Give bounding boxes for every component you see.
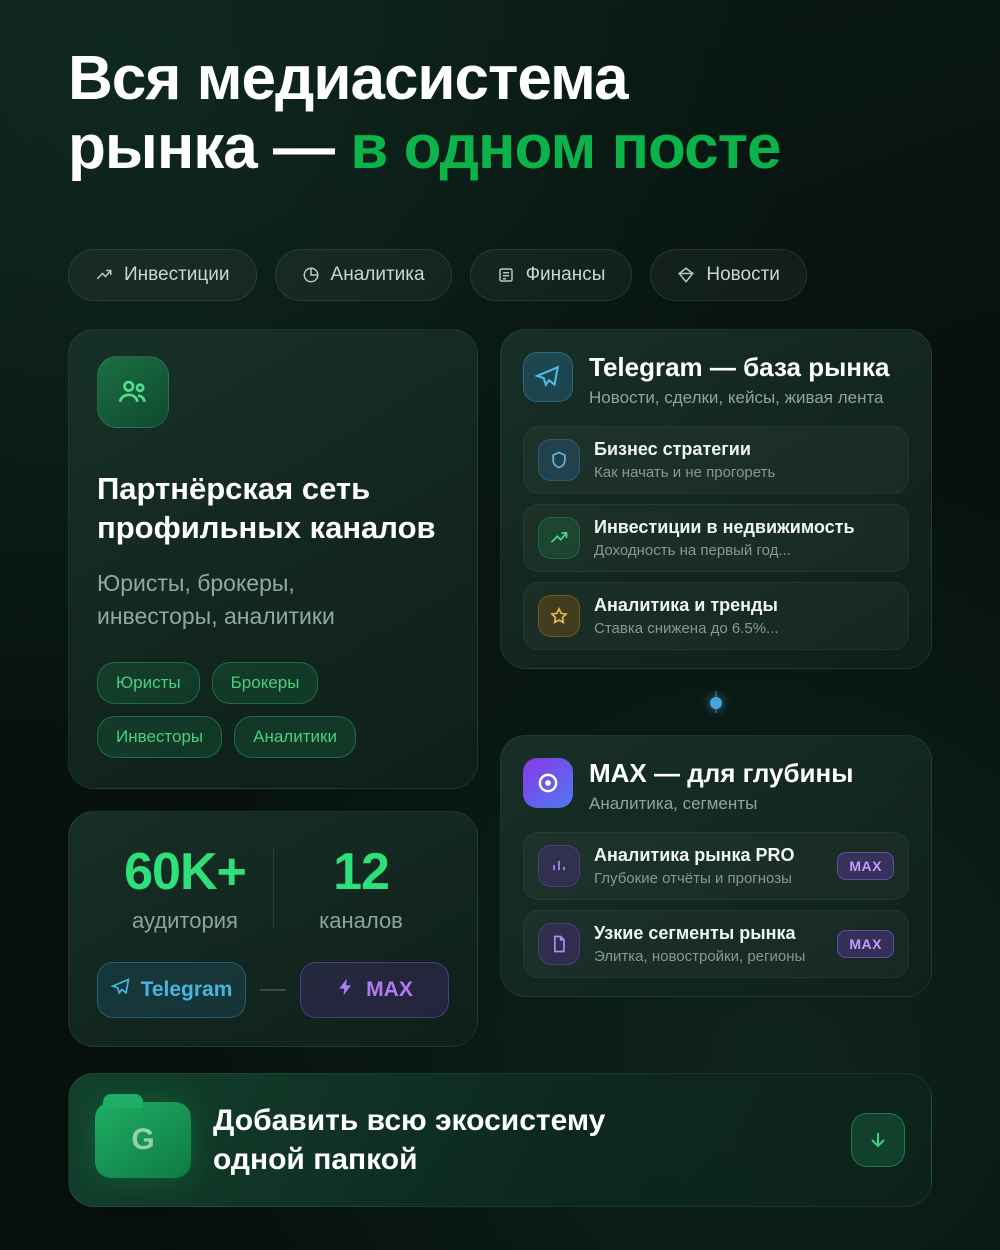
chip-news[interactable]	[650, 249, 807, 301]
list-item[interactable]	[523, 582, 909, 650]
chip-investments[interactable]	[68, 249, 257, 301]
item-subtitle: Элитка, новостройки, регионы	[594, 947, 806, 965]
left-column	[68, 329, 478, 1047]
chip-label: Финансы	[525, 263, 606, 285]
item-title: Инвестиции в недвижимость	[594, 516, 855, 537]
cta-line-1: Добавить всю экосистему	[213, 1103, 606, 1137]
partner-title-line-2: профильных каналов	[97, 509, 436, 545]
item-title: Аналитика рынка PRO	[594, 844, 795, 865]
category-chips	[68, 249, 932, 301]
item-subtitle: Доходность на первый год...	[594, 541, 791, 559]
stat-audience	[97, 842, 273, 934]
chip-label: Аналитика	[330, 263, 425, 285]
partner-title-line-1: Партнёрская сеть	[97, 470, 371, 506]
max-pill-label: MAX	[366, 977, 413, 1001]
partner-subtitle	[97, 567, 449, 631]
stat-label: каналов	[319, 907, 403, 933]
tag-investors[interactable]: Инвесторы	[97, 716, 222, 758]
diamond-icon	[677, 266, 695, 284]
chip-finance[interactable]	[470, 249, 633, 301]
telegram-card	[500, 329, 932, 669]
telegram-icon	[523, 352, 573, 402]
telegram-pill-label: Telegram	[140, 977, 233, 1001]
stat-value: 12	[333, 842, 389, 901]
item-subtitle: Как начать и не прогореть	[594, 463, 776, 481]
max-subtitle: Аналитика, сегменты	[589, 793, 758, 813]
telegram-item-list	[523, 426, 909, 650]
tag-analysts[interactable]: Аналитики	[234, 716, 356, 758]
partner-title	[97, 470, 449, 548]
bar-chart-icon	[538, 845, 580, 887]
folder-icon	[95, 1102, 191, 1178]
content-grid	[68, 329, 932, 1047]
headline-line-2-white: рынка	[68, 113, 257, 183]
item-title: Бизнес стратегии	[594, 438, 751, 459]
max-card-header	[523, 758, 909, 814]
telegram-title: Telegram — база рынка	[589, 351, 890, 382]
chip-analytics[interactable]	[275, 249, 452, 301]
connector-dot	[710, 697, 722, 709]
bolt-icon	[336, 977, 356, 1003]
item-subtitle: Глубокие отчёты и прогнозы	[594, 869, 792, 887]
headline-line-2-accent: в одном посте	[350, 113, 781, 183]
cta-line-2: одной папкой	[213, 1142, 418, 1176]
headline-dash: —	[273, 113, 335, 183]
folder-letter: G	[131, 1122, 155, 1156]
stat-channels	[273, 842, 449, 934]
title-underline	[68, 209, 204, 215]
stat-value: 60K+	[124, 842, 246, 901]
download-arrow-icon[interactable]	[851, 1113, 905, 1167]
partner-subtitle-line-2: инвесторы, аналитики	[97, 602, 335, 629]
max-item-list	[523, 832, 909, 978]
chip-label: Новости	[706, 263, 780, 285]
max-card	[500, 735, 932, 997]
partner-network-card	[68, 329, 478, 789]
partner-tags	[97, 662, 449, 758]
platform-pills	[97, 962, 449, 1018]
item-subtitle: Ставка снижена до 6.5%...	[594, 619, 779, 637]
list-item[interactable]	[523, 426, 909, 494]
headline-line-1: Вся медиасистема	[68, 44, 628, 113]
card-connector	[500, 691, 932, 713]
chip-label: Инвестиции	[124, 263, 230, 285]
telegram-pill[interactable]	[97, 962, 246, 1018]
people-icon	[97, 356, 169, 428]
stats-row	[97, 842, 449, 934]
pie-chart-icon	[302, 266, 320, 284]
tag-brokers[interactable]: Брокеры	[212, 662, 319, 704]
list-item[interactable]	[523, 504, 909, 572]
pill-separator	[260, 989, 286, 991]
stats-card	[68, 811, 478, 1047]
cta-text	[213, 1101, 829, 1179]
telegram-icon	[111, 977, 131, 1003]
trending-up-icon	[538, 517, 580, 559]
partner-subtitle-line-1: Юристы, брокеры,	[97, 570, 295, 597]
max-logo-icon	[523, 758, 573, 808]
tag-lawyers[interactable]: Юристы	[97, 662, 200, 704]
document-icon	[538, 923, 580, 965]
item-title: Узкие сегменты рынка	[594, 922, 796, 943]
item-title: Аналитика и тренды	[594, 594, 778, 615]
bank-icon	[497, 266, 515, 284]
stat-label: аудитория	[132, 907, 238, 933]
list-item[interactable]	[523, 910, 909, 978]
right-column	[500, 329, 932, 1047]
max-title: MAX — для глубины	[589, 757, 854, 788]
page-title	[68, 0, 932, 183]
status-badge: MAX	[837, 930, 894, 958]
shield-icon	[538, 439, 580, 481]
telegram-subtitle: Новости, сделки, кейсы, живая лента	[589, 387, 884, 407]
star-icon	[538, 595, 580, 637]
cta-banner[interactable]	[68, 1073, 932, 1207]
stats-divider	[273, 848, 274, 928]
list-item[interactable]	[523, 832, 909, 900]
trending-up-icon	[95, 266, 113, 284]
status-badge: MAX	[837, 852, 894, 880]
telegram-card-header	[523, 352, 909, 408]
max-pill[interactable]	[300, 962, 449, 1018]
